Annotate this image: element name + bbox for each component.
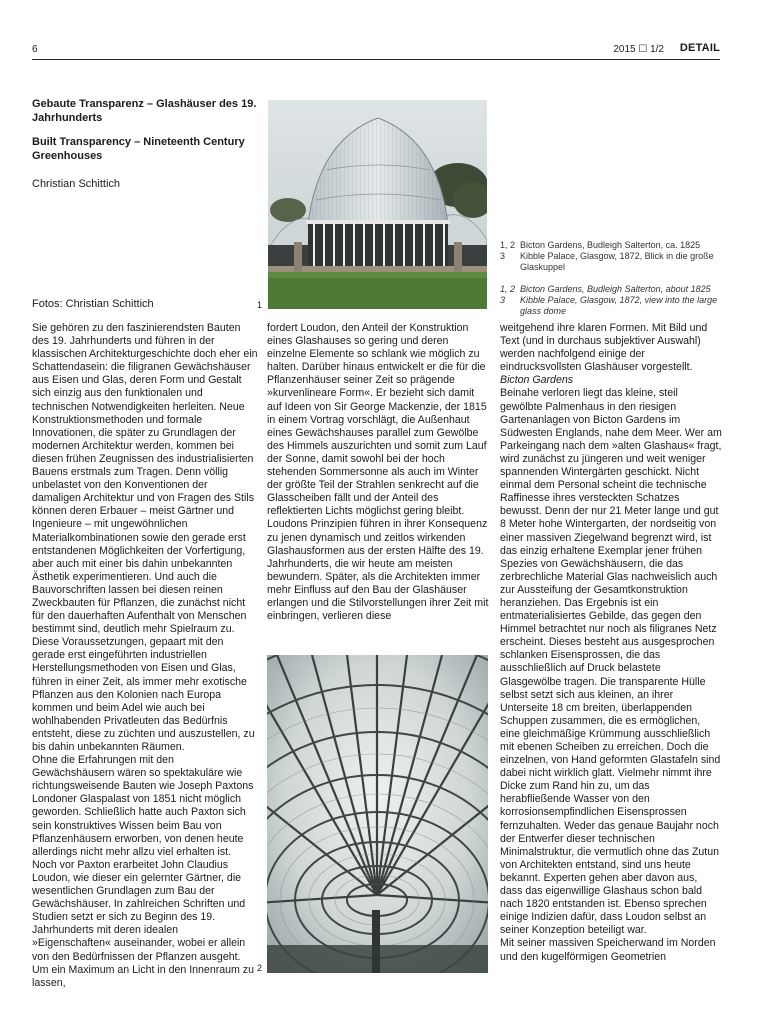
caption-text: Kibble Palace, Glasgow, 1872, view into the large glass dome	[520, 295, 718, 316]
photo-credit: Fotos: Christian Schittich	[32, 298, 154, 310]
caption-text: Bicton Gardens, Budleigh Salterton, about 1825	[520, 284, 711, 294]
caption-number: 1, 2	[500, 284, 516, 294]
figure-captions	[500, 240, 725, 317]
caption-number: 1, 2	[500, 240, 516, 250]
paragraph: Sie gehören zu den faszinierendsten Bauten des 19. Jahrhunderts und führen in der klassischen Architekturgeschichte doch eher ein Schattendasein: die filigranen Gewächshäuser aus Eisen und Glas, deren Form und Gestalt sich einzig aus den funktionalen und technischen Notwendigkeiten herleiten. Neue Konstruktionsmethoden und formale Innovationen, die später zu Grundlagen der modernen Architektur werden, kommen bei diesen frühen Zeugnissen des industrialisierten Bauens erstmals zum Tragen. Denn völlig unbelastet von den Konventionen der damaligen Architektur und von Fragen des Stils können deren Erbauer – meist Gärtner und Ingenieure – mit ungewöhnlichen Materialkombinationen sowie den gerade erst entstandenen Möglichkeiten der Vorfertigung, aber auch mit einer bis dahin unbekannten Ästhetik experimentieren. Und auch die Bauvorschriften lassen bei diesen reinen Zweckbauten für Pflanzen, die zunächst nicht für den dauerhaften Aufenthalt von Menschen bestimmt sind, deutlich mehr Spielraum zu.	[32, 322, 258, 636]
issue-label: 2015 ☐ 1/2	[613, 44, 664, 55]
figure-2-number: 2	[257, 963, 263, 973]
caption-number: 3	[500, 251, 506, 261]
paragraph: weitgehend ihre klaren Formen. Mit Bild und Text (und in durchaus subjektiver Auswahl) werden nachfolgend einige der eindrucksvollsten Glashäuser vorgestellt.	[500, 322, 708, 374]
figure-2-glass-vault-interior	[267, 655, 488, 973]
caption-text: Bicton Gardens, Budleigh Salterton, ca. 1825	[520, 240, 701, 250]
section-subheading: Bicton Gardens	[500, 374, 574, 387]
page-header	[32, 40, 720, 60]
paragraph: Diese Voraussetzungen, gepaart mit den gerade erst eingeführten industriellen Herstellungsmethoden von Eisen und Glas, führen in einer Zeit, als immer mehr exotische Pflanzen aus den Kolonien nach Europa kommen und beim Adel wie auch bei wohlhabenden Privatleuten das Bedürfnis entsteht, diese zu züchten und auszustellen, zu bis dahin unbekannten Räumen.	[32, 636, 255, 753]
article-title-block	[32, 98, 258, 191]
article-author: Christian Schittich	[32, 178, 121, 190]
paragraph: Mit seiner massiven Speicherwand im Norden und den kugelförmigen Geometrien	[500, 937, 716, 963]
caption-de-2	[500, 251, 725, 273]
paragraph: Loudons Prinzipien führen in ihrer Konsequenz zu jenen dynamisch und zeitlos wirkenden Glashausformen aus der ersten Hälfte des 19. Jahrhunderts, die wir heute am meisten bewundern. Später, als die Architekten immer mehr Einfluss auf den Bau der Glashäuser erlangen und die Stilvorstellungen ihrer Zeit mit einbringen, verlieren diese	[267, 518, 489, 623]
caption-number: 3	[500, 295, 506, 305]
text-column-2	[267, 322, 489, 623]
magazine-logo: DETAIL	[679, 42, 720, 54]
caption-en-1	[500, 284, 725, 295]
greenhouse-exterior-image	[268, 100, 487, 309]
text-column-3	[500, 322, 722, 964]
text-column-1	[32, 322, 258, 990]
paragraph: Beinahe verloren liegt das kleine, steil gewölbte Palmenhaus in den riesigen Gartenanlagen von Bicton Gardens im Südwesten Englands, nahe dem Meer. Wer am Parkeingang nach dem »alten Glashaus« fragt, wird zunächst zu jüngeren und weit weniger spannenden Wintergärten geschickt. Nicht einmal dem Personal scheint die technische Raffinesse ihres versteckten Schatzes bewusst. Denn der nur 21 Meter lange und gut 8 Meter hohe Wintergarten, der nordseitig von einer massiven Ziegelwand begrenzt wird, ist das einzig erhaltene Exemplar jener frühen Spezies von Gewächshäusern, die das zerbrechliche Material Glas nachweislich auch zur Aussteifung der Gesamtkonstruktion heranziehen. Das Ergebnis ist ein entmaterialisiertes Gebilde, das gegen den Himmel betrachtet nur noch als filigranes Netz erscheint. Dieses besteht aus ausgesprochen schlanken Eisensprossen, die das ausschließlich auf Druck belastete Glasgewölbe tragen. Die transparente Hülle selbst setzt sich aus kleinen, an ihrer Unterseite 18 cm breiten, überlappenden Schuppen zusammen, die es ermöglichen, eine gleichmäßige Krümmung ausschließlich mit ebenen Scheiben zu erreichen. Doch die einzelnen, von Hand geformten Glastafeln sind dabei nicht wirklich glatt. Vielmehr nimmt ihre Dicke zum Rand hin zu, um das herabfließende Wasser von den korrosionsempfindlichen Eisensprossen fernzuhalten. Weder das genaue Baujahr noch der Entwerfer dieser technischen Minimalstruktur, die vermutlich ohne das Zutun von Architekten entstand, sind uns heute bekannt. Experten gehen aber davon aus, dass das eigenwillige Glashaus schon bald nach 1820 entstanden ist. Ebenso sprechen einige Indizien dafür, dass Loudon selbst an seiner Konzeption beteiligt war.	[500, 387, 722, 937]
article-title-german: Gebaute Transparenz – Glashäuser des 19. Jahrhunderts	[32, 98, 257, 124]
figure-1-number: 1	[257, 300, 263, 310]
paragraph: Ohne die Erfahrungen mit den Gewächshäusern wären so spektakuläre wie richtungsweisende Bauten wie Joseph Paxtons Londoner Glaspalast von 1851 nicht möglich geworden. Schließlich hatte auch Paxton sich sein konstruktives Wissen beim Bau von Pflanzenhäusern erworben, von denen heute allerdings nicht mehr allzu viel erhalten ist. Noch vor Paxton erarbeitet John Claudius Loudon, wie dieser ein gelernter Gärtner, die wesentlichen Grundlagen zum Bau der Gewächshäuser. In zahlreichen Schriften und Studien setzt er sich zu Beginn des 19. Jahrhunderts mit deren idealen »Eigenschaften« auseinander, wobei er allein von den Bedürfnissen der Pflanzen ausgeht. Um ein Maximum an Licht in den Innenraum zu lassen,	[32, 754, 254, 989]
article-title-english: Built Transparency – Nineteenth Century Greenhouses	[32, 136, 245, 162]
caption-de-1	[500, 240, 725, 251]
caption-en-2	[500, 295, 725, 317]
glass-vault-interior-image	[267, 655, 488, 973]
page-number: 6	[32, 44, 38, 55]
paragraph: fordert Loudon, den Anteil der Konstruktion eines Glashauses so gering und deren einzelne Elemente so schlank wie möglich zu halten. Darüber hinaus entwickelt er die für die Pflanzenhäuser seiner Zeit so prägende »kurvenlineare Form«. Er bezieht sich damit auf Ideen von Sir George Mackenzie, der 1815 in einem Vortrag vorschlägt, die Außenhaut eines Gewächshauses parallel zum Gewölbe des Himmels auszurichten und somit zum Lauf der Sonne, damit sowohl bei der hoch stehenden Sommersonne als auch im Winter der größte Teil der Strahlen senkrecht auf die Glasscheiben fällt und der Anteil des reflektierten Lichts möglichst gering bleibt.	[267, 322, 487, 518]
figure-1-greenhouse-exterior	[268, 100, 487, 309]
caption-text: Kibble Palace, Glasgow, 1872, Blick in die große Glaskuppel	[520, 251, 714, 272]
